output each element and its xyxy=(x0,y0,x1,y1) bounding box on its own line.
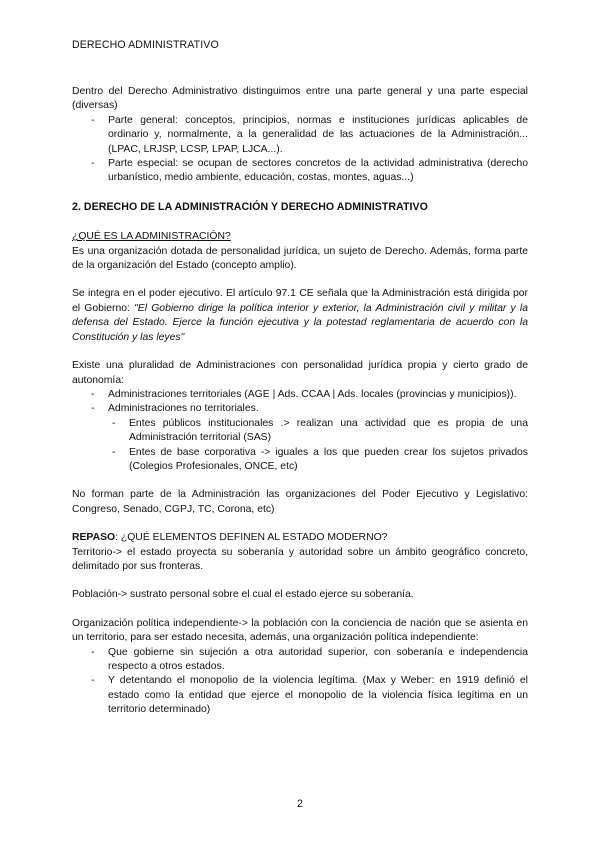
administraciones-list xyxy=(72,388,528,474)
page-body xyxy=(72,85,528,718)
sub-list-item: - Entes públicos institucionales .> realizan una actividad que es propia de una Administración territorial (SAS) xyxy=(108,417,528,446)
intro-paragraph: Dentro del Derecho Administrativo distinguimos entre una parte general y una parte especial (diversas) xyxy=(72,86,528,112)
page-number: 2 xyxy=(297,798,303,810)
ejecutivo-paragraph xyxy=(72,287,528,345)
pluralidad-paragraph: Existe una pluralidad de Administraciones con personalidad jurídica propia y cierto grado de autonomía: xyxy=(72,360,528,386)
list-item: - Y detentando el monopolio de la violencia legítima. (Max y Weber: en 1919 definió el estado como la entidad que ejerce el monopolio de la violencia física legítima en un territorio determinado) xyxy=(72,674,528,717)
sub-list xyxy=(108,417,528,475)
list-item: - Administraciones territoriales (AGE | Ads. CCAA | Ads. locales (provincias y municipios)). xyxy=(72,388,528,402)
list-item xyxy=(72,402,528,474)
poblacion-paragraph: Población-> sustrato personal sobre el cual el estado ejerce su soberanía. xyxy=(72,589,414,601)
constitution-quote: "El Gobierno dirige la política interior y exterior, la Administración civil y militar y la defensa del Estado. Ejerce la función ejecutiva y la potestad reglamentaria de acuerdo con la Constitución y las leyes" xyxy=(72,302,528,343)
list-item: - Que gobierne sin sujeción a otra autoridad superior, con soberanía e independencia respecto a otros estados. xyxy=(72,646,528,675)
organizacion-paragraph: Organización política independiente-> la población con la conciencia de nación que se asienta en un territorio, para ser estado necesita, además, una organización política independiente: xyxy=(72,617,528,644)
list-item: - Parte general: conceptos, principios, normas e instituciones jurídicas aplicables de ordinario y, normalmente, a la generalidad de las actuaciones de la Administración... (LPAC, LRJSP, LCSP, LPAP, LJCA...). xyxy=(72,114,528,157)
sub-list-item: - Entes de base corporativa -> iguales a los que pueden crear los sujetos privados (Colegios Profesionales, ONCE, etc) xyxy=(108,446,528,475)
no-forman-paragraph: No forman parte de la Administración las organizaciones del Poder Ejecutivo y Legislativo: Congreso, Senado, CGPJ, TC, Corona, etc) xyxy=(72,489,528,515)
repaso-label: REPASO xyxy=(72,532,116,544)
list-item-label: Administraciones no territoriales. xyxy=(108,403,259,415)
subheading-que-es: ¿QUÉ ES LA ADMINISTRACIÓN? xyxy=(72,231,231,243)
list-item: - Parte especial: se ocupan de sectores concretos de la actividad administrativa (derecho urbanístico, medio ambiente, educación, costas, montes, aguas...) xyxy=(72,157,528,186)
repaso-heading xyxy=(72,531,528,545)
territorio-paragraph: Territorio-> el estado proyecta su soberanía y autoridad sobre un ámbito geográfico concreto, delimitado por sus fronteras. xyxy=(72,546,528,572)
section-title: 2. DERECHO DE LA ADMINISTRACIÓN Y DERECHO ADMINISTRATIVO xyxy=(72,200,428,213)
repaso-question: : ¿QUÉ ELEMENTOS DEFINEN AL ESTADO MODERNO? xyxy=(115,532,388,544)
page-header: DERECHO ADMINISTRATIVO xyxy=(72,39,219,51)
intro-list xyxy=(72,114,528,186)
que-es-paragraph: Es una organización dotada de personalidad jurídica, un sujeto de Derecho. Además, forma parte de la organización del Estado (concepto amplio). xyxy=(72,245,528,272)
organizacion-list xyxy=(72,646,528,718)
ejecutivo-text: Se integra en el poder ejecutivo. El artículo 97.1 CE señala que la Administración está dirigida por el Gobierno: xyxy=(72,288,528,314)
